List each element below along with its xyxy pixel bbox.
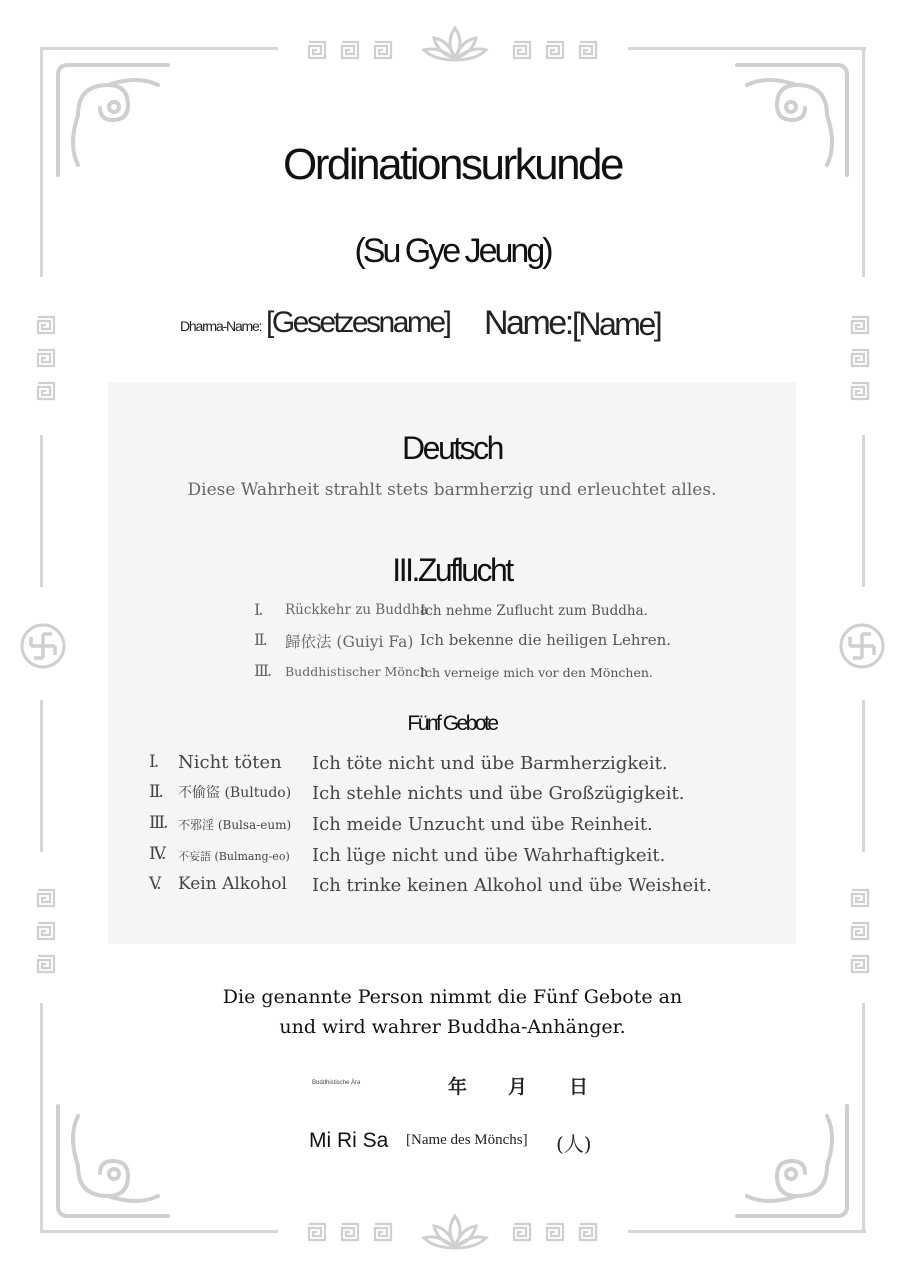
greek-key-icon bbox=[850, 954, 870, 974]
greek-key-icon bbox=[850, 315, 870, 335]
monk-name: [Name des Mönchs] bbox=[406, 1132, 528, 1148]
greek-key-icon bbox=[307, 1222, 327, 1242]
gebot-term: Kein Alkohol bbox=[178, 874, 287, 894]
zuflucht-heading: III.Zuflucht bbox=[392, 552, 512, 588]
gebot-description: Ich trinke keinen Alkohol und übe Weisheit. bbox=[312, 875, 712, 896]
zuflucht-number: III. bbox=[254, 661, 271, 680]
frame-top-left-line bbox=[40, 47, 278, 50]
greek-key-icon bbox=[36, 315, 56, 335]
greek-key-icon bbox=[36, 888, 56, 908]
person-name-value: [Name] bbox=[572, 306, 661, 342]
frame-bottom-left-line bbox=[40, 1230, 278, 1233]
greek-key-icon bbox=[578, 1222, 598, 1242]
frame-left-line-middle2 bbox=[40, 700, 43, 852]
greek-key-icon bbox=[850, 348, 870, 368]
gebot-term: Nicht töten bbox=[178, 752, 282, 773]
greek-key-icon bbox=[373, 1222, 393, 1242]
greek-key-icon bbox=[850, 921, 870, 941]
day-char: 日 bbox=[569, 1076, 589, 1098]
frame-top-right-line bbox=[628, 47, 866, 50]
greek-key-icon bbox=[512, 1222, 532, 1242]
zuflucht-term: Buddhistischer Mönch bbox=[285, 664, 428, 679]
greek-key-icon bbox=[850, 888, 870, 908]
greek-key-icon bbox=[36, 954, 56, 974]
greek-key-icon bbox=[340, 1222, 360, 1242]
corner-scroll-icon bbox=[48, 1096, 178, 1226]
person-name-label: Name: bbox=[484, 304, 572, 342]
swastika-icon bbox=[839, 623, 885, 669]
swastika-icon bbox=[20, 623, 66, 669]
era-label: Buddhistische Ära bbox=[312, 1080, 361, 1086]
zuflucht-term: Rückkehr zu Buddha bbox=[285, 602, 428, 618]
certificate-subtitle: (Su Gye Jeung) bbox=[354, 232, 551, 270]
gebot-number: II. bbox=[149, 782, 162, 802]
greek-key-icon bbox=[545, 40, 565, 60]
closing-line-2: und wird wahrer Buddha-Anhänger. bbox=[279, 1016, 626, 1038]
gebot-description: Ich töte nicht und übe Barmherzigkeit. bbox=[312, 753, 668, 774]
gebot-description: Ich meide Unzucht und übe Reinheit. bbox=[312, 814, 653, 835]
gebot-number: IV. bbox=[149, 844, 165, 864]
greek-key-icon bbox=[545, 1222, 565, 1242]
greek-key-icon bbox=[36, 381, 56, 401]
zuflucht-description: Ich nehme Zuflucht zum Buddha. bbox=[420, 603, 648, 619]
dharma-name-label: Dharma-Name: bbox=[180, 318, 262, 334]
gebot-number: V. bbox=[149, 874, 160, 894]
greek-key-icon bbox=[307, 40, 327, 60]
deutsch-text: Diese Wahrheit strahlt stets barmherzig und erleuchtet alles. bbox=[187, 480, 717, 500]
year-char: 年 bbox=[448, 1076, 468, 1098]
zuflucht-term: 歸依法 (Guiyi Fa) bbox=[285, 633, 414, 651]
gebote-heading: Fünf Gebote bbox=[407, 712, 497, 735]
lotus-icon bbox=[420, 1212, 490, 1254]
month-char: 月 bbox=[508, 1076, 528, 1098]
lotus-icon bbox=[420, 24, 490, 66]
zuflucht-number: II. bbox=[254, 630, 266, 649]
greek-key-icon bbox=[850, 381, 870, 401]
gebot-number: I. bbox=[149, 752, 158, 772]
seal-person-mark: (人) bbox=[556, 1132, 592, 1156]
gebot-description: Ich stehle nichts und übe Großzügigkeit. bbox=[312, 783, 685, 804]
corner-scroll-icon bbox=[727, 1096, 857, 1226]
deutsch-heading: Deutsch bbox=[402, 430, 502, 466]
greek-key-icon bbox=[36, 348, 56, 368]
greek-key-icon bbox=[340, 40, 360, 60]
greek-key-icon bbox=[578, 40, 598, 60]
signature-name: Mi Ri Sa bbox=[309, 1129, 389, 1152]
greek-key-icon bbox=[373, 40, 393, 60]
gebot-term: 不邪淫 (Bulsa-eum) bbox=[178, 818, 292, 832]
frame-right-line-middle bbox=[862, 435, 865, 587]
closing-line-1: Die genannte Person nimmt die Fünf Gebote an bbox=[222, 986, 683, 1008]
zuflucht-number: I. bbox=[254, 600, 262, 619]
zuflucht-description: Ich bekenne die heiligen Lehren. bbox=[420, 631, 672, 649]
zuflucht-description: Ich verneige mich vor den Mönchen. bbox=[420, 665, 653, 680]
gebot-term: 不妄語 (Bulmang-eo) bbox=[178, 850, 290, 863]
frame-left-line-middle bbox=[40, 435, 43, 587]
gebot-term: 不偷盜 (Bultudo) bbox=[178, 785, 292, 801]
dharma-name-value: [Gesetzesname] bbox=[266, 306, 450, 339]
gebot-description: Ich lüge nicht und übe Wahrhaftigkeit. bbox=[312, 845, 666, 866]
frame-right-line-middle2 bbox=[862, 700, 865, 852]
greek-key-icon bbox=[512, 40, 532, 60]
frame-bottom-right-line bbox=[628, 1230, 866, 1233]
certificate-title: Ordinationsurkunde bbox=[282, 140, 622, 189]
greek-key-icon bbox=[36, 921, 56, 941]
gebot-number: III. bbox=[149, 813, 167, 833]
